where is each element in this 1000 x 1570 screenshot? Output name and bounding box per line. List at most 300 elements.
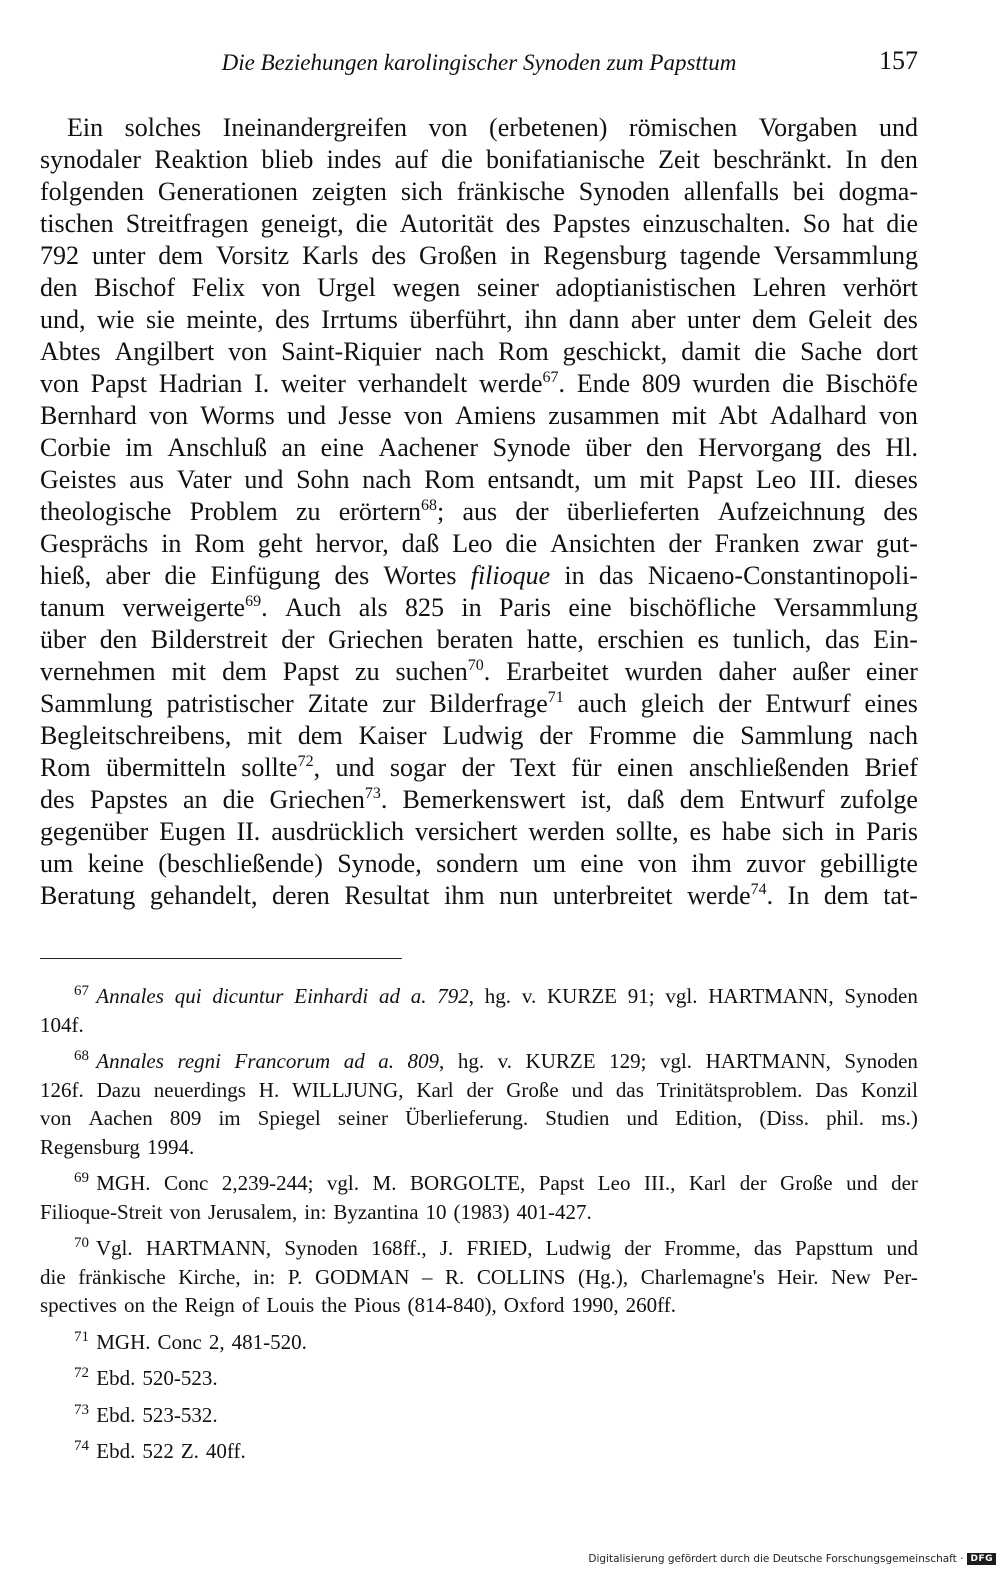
- word: fränkische: [78, 1264, 166, 1289]
- word: sich: [400, 177, 443, 206]
- footnote-line: [40, 1401, 918, 1430]
- word: zeigten: [311, 177, 387, 206]
- word: das: [598, 561, 634, 590]
- word: meinte,: [186, 305, 264, 334]
- text-line: [40, 688, 918, 720]
- word: weiter: [280, 369, 346, 398]
- text-line: [40, 432, 918, 464]
- digitization-credit: [588, 1553, 996, 1565]
- text-line: [40, 208, 918, 240]
- word: der: [891, 1171, 918, 1195]
- word: deren: [272, 881, 330, 910]
- word: erschien: [597, 625, 684, 654]
- word: Trinitätsproblem.: [656, 1077, 803, 1102]
- word: 2,239-244;: [221, 1171, 314, 1195]
- word: v.: [497, 1049, 512, 1073]
- footnote: [40, 1437, 918, 1466]
- word: überführt,: [409, 305, 513, 334]
- word: Rom: [424, 465, 475, 494]
- word: in:: [304, 1199, 327, 1224]
- footnote-line: [40, 1198, 918, 1227]
- word: Autorität: [399, 209, 494, 238]
- word: hat: [842, 209, 875, 238]
- word: vgl.: [665, 984, 698, 1008]
- word: MGH.: [96, 1171, 151, 1195]
- footnotes: [40, 982, 918, 1474]
- word: sogar: [389, 753, 447, 782]
- footnote-reference: 68: [421, 497, 438, 514]
- word: 10: [425, 1199, 447, 1224]
- footnote: [40, 1234, 918, 1320]
- word: Ebd.: [96, 1439, 136, 1463]
- word: in: [509, 241, 531, 270]
- word: Z.: [180, 1439, 199, 1463]
- footnote-number: 68: [74, 1048, 89, 1064]
- word: 522: [142, 1439, 174, 1463]
- word: dort: [876, 337, 918, 366]
- word: hatte,: [526, 625, 584, 654]
- word: dem: [679, 785, 725, 814]
- word: Fromme: [588, 721, 677, 750]
- word: entsandt,: [487, 465, 581, 494]
- word: über: [585, 433, 632, 462]
- word: der: [668, 529, 702, 558]
- word: habe: [722, 817, 772, 846]
- credit-text: Digitalisierung gefördert durch die Deutsche Forschungsgemeinschaft ·: [588, 1553, 964, 1565]
- word: Text: [510, 753, 556, 782]
- word: Papst: [686, 465, 744, 494]
- word: Regensburg: [543, 241, 667, 270]
- word: Auch: [284, 593, 342, 622]
- text-line: [40, 752, 918, 784]
- word: nach: [362, 465, 412, 494]
- word: fränkische: [456, 177, 565, 206]
- word: vgl.: [659, 1049, 693, 1073]
- word: dem: [158, 241, 204, 270]
- footnote-line: [40, 1169, 918, 1198]
- word: qui: [174, 984, 202, 1008]
- footnote-reference: 69: [245, 593, 262, 610]
- word: die: [886, 209, 918, 238]
- word: der: [739, 1171, 767, 1195]
- word: (1983): [453, 1199, 510, 1224]
- footnote: [40, 1364, 918, 1393]
- footnote-lead: [74, 1047, 164, 1076]
- word: synodaler: [40, 145, 142, 174]
- word: damit: [681, 337, 741, 366]
- word: 809,: [407, 1049, 445, 1073]
- word: von: [228, 337, 268, 366]
- footnote-number: 72: [74, 1365, 89, 1381]
- text-line: [40, 592, 918, 624]
- word: gleich: [640, 689, 705, 718]
- word: Abtes: [40, 337, 101, 366]
- word: seiner: [337, 1106, 389, 1130]
- word: ihm: [691, 849, 732, 878]
- word: Ebd.: [96, 1366, 136, 1390]
- word: Felix: [191, 273, 246, 302]
- word: Einhardi: [294, 984, 369, 1008]
- word: GODMAN: [314, 1264, 410, 1289]
- word: Ludwig: [545, 1236, 611, 1260]
- word: (Hg.),: [578, 1264, 629, 1289]
- word: ist,: [580, 785, 612, 814]
- footnote-line: [40, 982, 918, 1011]
- word: 104f.: [40, 1012, 84, 1037]
- word: the: [151, 1293, 178, 1317]
- word: unter: [687, 305, 741, 334]
- word: und: [571, 1077, 604, 1102]
- text-line: [40, 880, 918, 912]
- word: mit: [639, 465, 675, 494]
- footnote-lead: [74, 982, 164, 1011]
- word: 792: [40, 241, 79, 270]
- word: bei: [792, 177, 825, 206]
- word: ausdrücklich: [271, 817, 405, 846]
- word: Versammlung: [773, 241, 918, 270]
- word: Zeit: [658, 145, 700, 174]
- word: Brief: [864, 753, 918, 782]
- word: vernehmen: [40, 657, 156, 686]
- word: folgenden: [40, 177, 144, 206]
- word: tagende: [679, 241, 761, 270]
- word: Synode,: [337, 849, 422, 878]
- word: P.: [287, 1264, 303, 1289]
- text-line: [40, 720, 918, 752]
- word: Charlemagne's: [640, 1264, 765, 1289]
- word: tat-: [883, 881, 918, 910]
- word: sich: [782, 817, 824, 846]
- text-line: [40, 240, 918, 272]
- word: von: [40, 369, 79, 398]
- word: von: [428, 113, 468, 142]
- word: aber: [105, 561, 151, 590]
- word: Vater: [176, 465, 232, 494]
- word: I.: [254, 369, 270, 398]
- word: aus: [129, 465, 164, 494]
- word: –: [421, 1264, 433, 1289]
- word: Worms: [200, 401, 275, 430]
- footnote-line: [40, 1263, 918, 1292]
- word: Corbie: [40, 433, 111, 462]
- footnote: [40, 1169, 918, 1226]
- word: Jerusalem,: [208, 1199, 298, 1224]
- word: Rom: [194, 529, 245, 558]
- footnote-lead: [74, 1437, 135, 1466]
- word: werden: [528, 817, 605, 846]
- word: um: [593, 465, 627, 494]
- word: 2,: [208, 1329, 225, 1354]
- word: Sache: [800, 337, 863, 366]
- word: Großen: [419, 241, 497, 270]
- word: Per-: [883, 1264, 918, 1289]
- word: zur: [382, 689, 416, 718]
- footnote-reference: 74: [750, 881, 767, 898]
- word: Louis: [266, 1293, 315, 1317]
- word: in: [834, 817, 856, 846]
- word: Abt: [718, 401, 758, 430]
- word: die: [505, 529, 538, 558]
- word: aus: [462, 497, 498, 526]
- word: wurden: [692, 369, 771, 398]
- word: Edition,: [675, 1106, 743, 1130]
- word: wegen: [392, 273, 461, 302]
- word: überlieferten: [566, 497, 700, 526]
- text-line: [40, 304, 918, 336]
- word: von: [40, 1106, 72, 1130]
- word: Erarbeitet: [506, 657, 609, 686]
- word: von: [878, 401, 918, 430]
- word: Einfügung: [210, 561, 321, 590]
- footnote-line: [40, 1234, 918, 1263]
- word: des: [40, 785, 75, 814]
- word: regni: [177, 1049, 221, 1073]
- footnote-number: 74: [74, 1438, 89, 1454]
- word: dem: [297, 721, 343, 750]
- word: in: [161, 529, 182, 558]
- word: Byzantina: [333, 1199, 419, 1224]
- text-line: [40, 528, 918, 560]
- word: ihm: [444, 881, 485, 910]
- text-line: [40, 784, 918, 816]
- footnote-line: [40, 1011, 918, 1040]
- running-head: Die Beziehungen karolingischer Synoden zum Papsttum: [221, 50, 737, 75]
- word: 91;: [627, 984, 655, 1008]
- footnote-lead: [74, 1169, 151, 1198]
- word: Bilderstreit: [150, 625, 268, 654]
- word: J.: [439, 1236, 454, 1260]
- word: BORGOLTE,: [409, 1171, 526, 1195]
- word: Synoden: [578, 177, 670, 206]
- word: 523-532.: [142, 1402, 218, 1427]
- word: filioque: [470, 561, 551, 590]
- word: es: [689, 817, 712, 846]
- word: (814-840),: [407, 1293, 497, 1317]
- word: theologische: [40, 497, 172, 526]
- word: Vorsitz: [216, 241, 290, 270]
- word: zu: [295, 497, 321, 526]
- word: ad: [343, 1049, 365, 1073]
- word: Ludwig: [442, 721, 524, 750]
- word: bonifatianische: [486, 145, 645, 174]
- word: (beschließende): [158, 849, 323, 878]
- word: des: [334, 561, 370, 590]
- word: Ineinandergreifen: [222, 113, 407, 142]
- word: 260ff.: [625, 1293, 676, 1317]
- word: adoptianistischen: [555, 273, 737, 302]
- word: gehandelt,: [149, 881, 258, 910]
- footnote-lead: [74, 1328, 151, 1357]
- word: Francorum: [234, 1049, 331, 1073]
- footnote-lead: [74, 1234, 133, 1263]
- word: New: [831, 1264, 871, 1289]
- word: sondern: [436, 849, 519, 878]
- word: die: [754, 337, 787, 366]
- word: Problem: [189, 497, 278, 526]
- word: ms.): [881, 1106, 918, 1130]
- word: geneigt,: [260, 209, 344, 238]
- footnote: [40, 1047, 918, 1161]
- word: Hl.: [885, 433, 918, 462]
- word: Reaktion: [154, 145, 249, 174]
- word: die: [692, 721, 725, 750]
- footnote-reference: 73: [364, 785, 381, 802]
- word: wurden: [624, 657, 703, 686]
- word: Adalhard: [769, 401, 867, 430]
- word: 168ff.,: [371, 1236, 427, 1260]
- word: geschickt,: [562, 337, 668, 366]
- word: Papst: [282, 657, 340, 686]
- word: und,: [40, 305, 86, 334]
- word: 520-523.: [142, 1366, 218, 1390]
- word: von: [638, 849, 678, 878]
- word: der: [461, 753, 495, 782]
- text-line: [40, 144, 918, 176]
- word: Hadrian: [158, 369, 243, 398]
- word: Das: [815, 1077, 848, 1102]
- word: daß: [627, 785, 665, 814]
- word: solches: [124, 113, 202, 142]
- word: und: [244, 465, 284, 494]
- word: sollte,: [615, 817, 679, 846]
- word: Sammlung: [740, 721, 853, 750]
- text-line: [40, 624, 918, 656]
- word: neuerdings: [153, 1077, 246, 1102]
- word: Filioque-Streit: [40, 1199, 163, 1224]
- word: Konzil: [860, 1077, 918, 1102]
- word: nun: [499, 881, 539, 910]
- footnote-number: 71: [74, 1328, 89, 1345]
- word: dem: [751, 305, 797, 334]
- word: verhört: [842, 273, 918, 302]
- word: Karl: [416, 1077, 454, 1102]
- word: Wortes: [383, 561, 457, 590]
- word: Zitate: [307, 689, 369, 718]
- word: römischen: [628, 113, 738, 142]
- word: Kirche,: [178, 1264, 241, 1289]
- word: Entwurf: [765, 689, 851, 718]
- word: Überlieferung.: [405, 1106, 529, 1130]
- word: 401-427.: [516, 1199, 592, 1224]
- word: Griechen: [328, 625, 424, 654]
- word: gegenüber: [40, 817, 149, 846]
- footnote-line: [40, 1364, 918, 1393]
- word: zu: [355, 657, 380, 686]
- word: COLLINS: [476, 1264, 566, 1289]
- word: tanum: [40, 593, 105, 622]
- word: Ende: [576, 369, 631, 398]
- word: patristischer: [166, 689, 294, 718]
- word: über: [40, 625, 87, 654]
- word: Geleit: [808, 305, 872, 334]
- word: Spiegel: [257, 1106, 321, 1130]
- word: Sohn: [296, 465, 350, 494]
- word: um: [40, 849, 74, 878]
- word: Karls: [302, 241, 359, 270]
- word: Begleitschreibens,: [40, 721, 232, 750]
- word: Synoden: [284, 1236, 358, 1260]
- word: Beratung: [40, 881, 136, 910]
- page-number: 157: [879, 46, 918, 75]
- word: von: [403, 401, 443, 430]
- word: v.: [521, 984, 537, 1008]
- word: um: [532, 849, 566, 878]
- word: Dazu: [96, 1077, 141, 1102]
- word: der: [515, 497, 549, 526]
- word: für: [571, 753, 602, 782]
- footnote-number: 69: [74, 1170, 89, 1186]
- word: 825: [404, 593, 444, 622]
- word: 809: [169, 1106, 202, 1130]
- word: of: [241, 1293, 260, 1317]
- word: Lehren: [752, 273, 827, 302]
- word: spectives: [40, 1293, 117, 1317]
- word: blieb: [261, 145, 314, 174]
- word: an: [281, 433, 307, 462]
- word: HARTMANN,: [145, 1236, 272, 1260]
- word: die: [355, 209, 388, 238]
- word: Nicaeno-Constantinopoli-: [647, 561, 918, 590]
- word: Papstes: [552, 209, 631, 238]
- word: als: [358, 593, 388, 622]
- word: In: [845, 145, 868, 174]
- word: Conc: [164, 1171, 209, 1195]
- word: Reign: [184, 1293, 235, 1317]
- word: verhandelt: [357, 369, 468, 398]
- word: tischen: [40, 209, 114, 238]
- text-line: [40, 560, 918, 592]
- word: einer: [865, 657, 918, 686]
- word: eines: [864, 689, 918, 718]
- word: die: [222, 785, 255, 814]
- word: der: [624, 1236, 652, 1260]
- word: Bemerkenswert: [402, 785, 566, 814]
- footnote-reference: 70: [467, 657, 484, 674]
- word: 40ff.: [205, 1439, 246, 1463]
- word: 1994.: [146, 1134, 195, 1159]
- word: mit: [247, 721, 282, 750]
- word: HARTMANN,: [705, 1049, 831, 1073]
- word: geht: [257, 529, 303, 558]
- footnote-number: 70: [74, 1235, 89, 1251]
- footnote-number: 67: [74, 983, 89, 999]
- word: des: [836, 433, 871, 462]
- word: die: [441, 145, 473, 174]
- word: in:: [253, 1264, 276, 1289]
- word: So: [802, 209, 831, 238]
- word: 481-520.: [231, 1329, 307, 1354]
- footnote-reference: 67: [542, 369, 559, 386]
- word: Franken: [714, 529, 800, 558]
- footnote-line: [40, 1328, 918, 1357]
- word: beschränkt.: [713, 145, 833, 174]
- word: die: [164, 561, 197, 590]
- footnote-line: [40, 1437, 918, 1466]
- word: 792,: [437, 984, 474, 1008]
- word: dogma-: [838, 177, 918, 206]
- word: nach: [435, 337, 485, 366]
- word: 809: [641, 369, 681, 398]
- footnote-reference: 71: [547, 689, 564, 706]
- word: der: [466, 1077, 494, 1102]
- word: hieß,: [40, 561, 92, 590]
- word: auch: [577, 689, 627, 718]
- word: das: [615, 1077, 644, 1102]
- word: gebilligte: [819, 849, 918, 878]
- word: dieses: [854, 465, 918, 494]
- word: Studien: [545, 1106, 610, 1130]
- word: a.: [410, 984, 427, 1008]
